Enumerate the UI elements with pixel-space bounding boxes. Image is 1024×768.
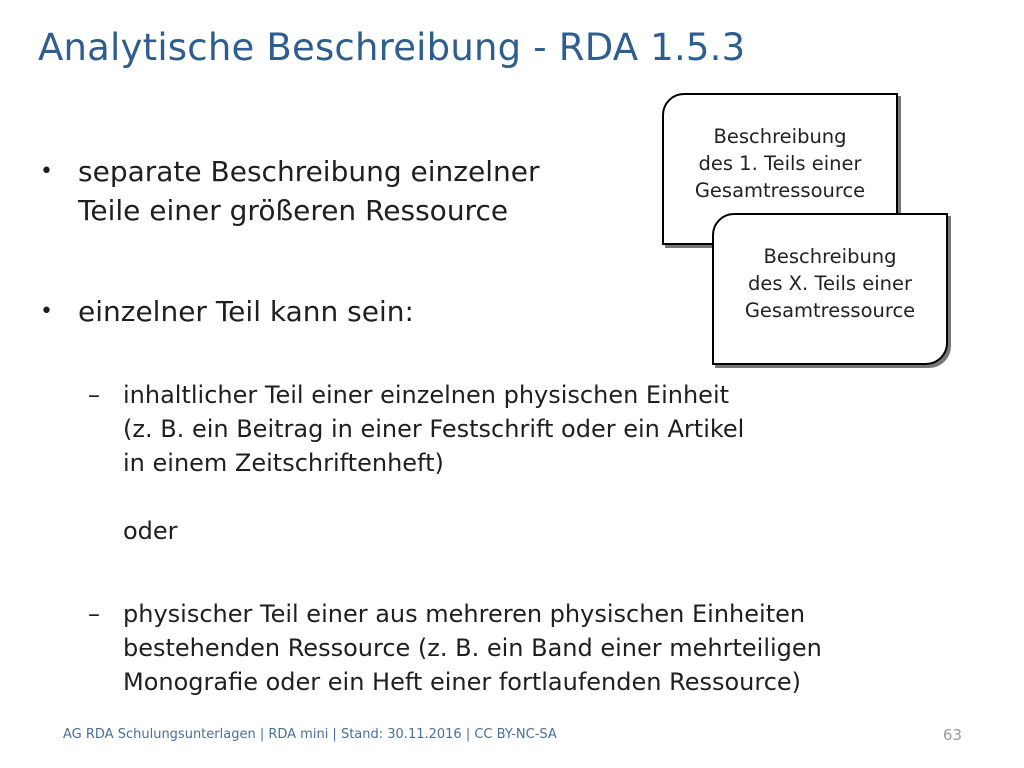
sub-bullet-line: Monografie oder ein Heft einer fortlaufenden Ressource) <box>123 668 802 696</box>
bullet-text <box>78 292 414 331</box>
card-line: Gesamtressource <box>744 299 916 322</box>
sub-bullet-text <box>123 378 744 480</box>
bullet-line: einzelner Teil kann sein: <box>78 295 414 328</box>
slide-footer: AG RDA Schulungsunterlagen | RDA mini | Stand: 30.11.2016 | CC BY-NC-SA <box>63 727 557 742</box>
card-line: des 1. Teils einer <box>698 152 862 175</box>
card-line: Gesamtressource <box>694 179 866 202</box>
sub-bullet-line: physischer Teil einer aus mehreren physischen Einheiten <box>123 600 806 628</box>
sub-bullet-marker: – <box>88 381 100 409</box>
connector-text: oder <box>123 517 178 545</box>
bullet-text <box>78 152 539 230</box>
bullet-line: Teile einer größeren Ressource <box>78 194 509 227</box>
bullet-marker: • <box>40 159 53 184</box>
bullet-line: separate Beschreibung einzelner <box>78 155 540 188</box>
slide-title: Analytische Beschreibung - RDA 1.5.3 <box>38 26 746 69</box>
card-text <box>714 243 946 324</box>
description-card-x-part <box>712 213 948 365</box>
page-number: 63 <box>942 726 962 744</box>
sub-bullet-line: in einem Zeitschriftenheft) <box>123 449 444 477</box>
card-line: Beschreibung <box>713 125 847 148</box>
sub-bullet-line: inhaltlicher Teil einer einzelnen physischen Einheit <box>123 381 730 409</box>
card-text <box>664 123 896 204</box>
sub-bullet-text <box>123 597 822 699</box>
sub-bullet-line: bestehenden Ressource (z. B. ein Band einer mehrteiligen <box>123 634 822 662</box>
card-line: Beschreibung <box>763 245 897 268</box>
sub-bullet-marker: – <box>88 600 100 628</box>
card-line: des X. Teils einer <box>747 272 913 295</box>
bullet-marker: • <box>40 299 53 324</box>
sub-bullet-line: (z. B. ein Beitrag in einer Festschrift oder ein Artikel <box>123 415 745 443</box>
